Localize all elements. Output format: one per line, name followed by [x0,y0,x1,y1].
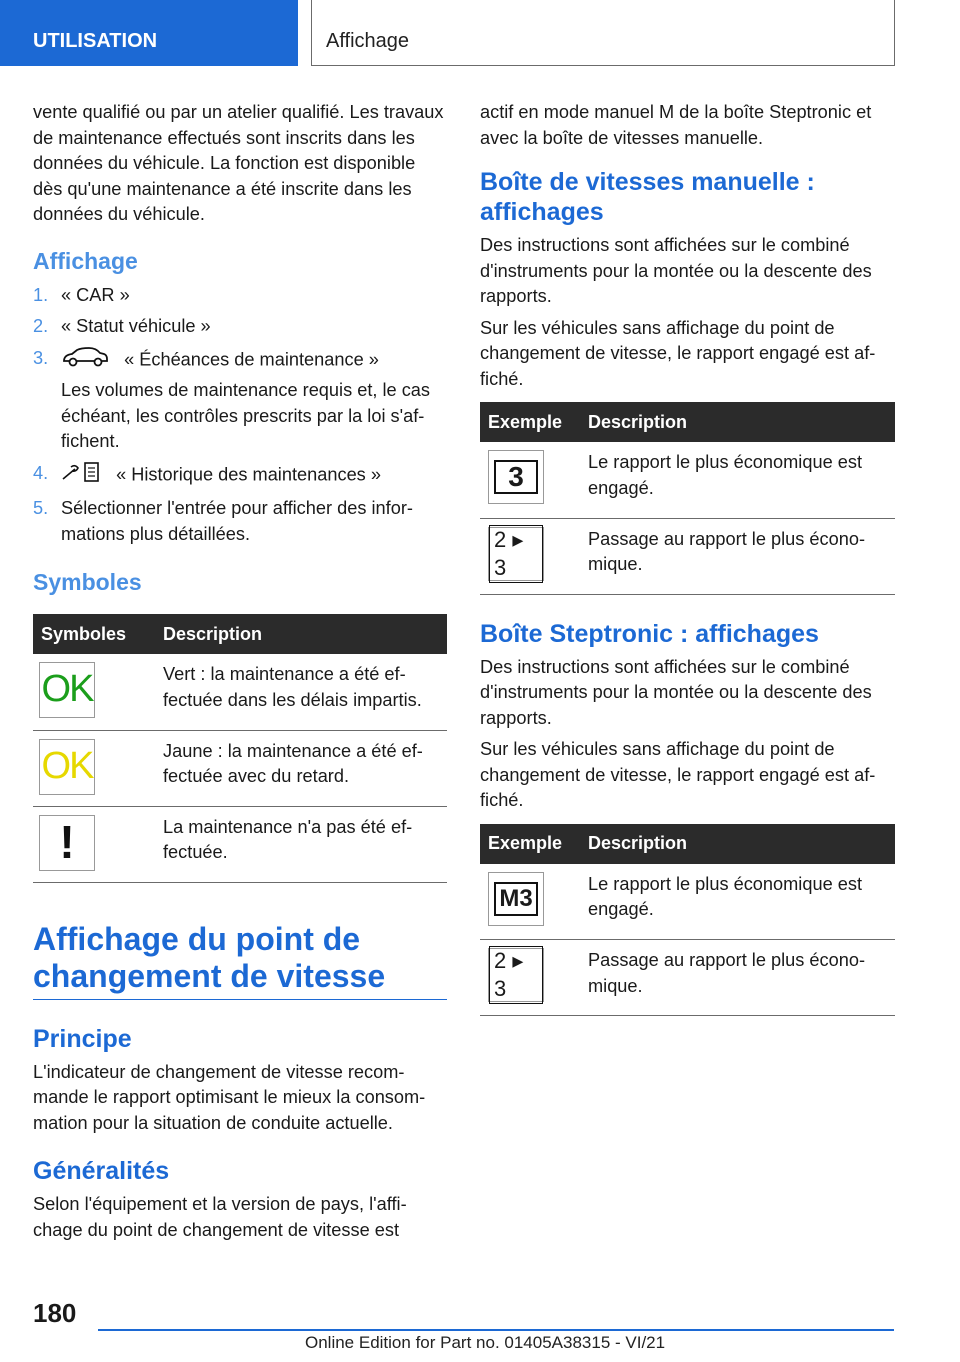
step-subtext: Les volumes de maintenance requis et, le cas échéant, les contrôles prescrits par la loi s'affichent. [61,380,431,451]
step-text: « CAR » [61,284,130,305]
column-header: Symboles [33,614,155,654]
table-header-row [480,402,895,442]
affichage-heading: Affichage [33,247,138,274]
gear-display-example [488,450,544,504]
gear-text: 2 ▸ 3 [489,946,543,1004]
table-row [33,654,447,730]
table-header-row [480,824,895,864]
manual-paragraph-2: Sur les véhicules sans affichage du point de changement de vitesse, le rapport engagé est affiché. [480,317,876,389]
section-tab[interactable]: UTILISATION [0,0,298,66]
table-row [480,518,895,594]
principe-paragraph: L'indicateur de changement de vitesse recommande le rapport optimisant le mieux la consommation pour la situation de conduite actuelle. [33,1061,426,1133]
table-row [480,864,895,940]
generalites-paragraph: Selon l'équipement et la version de pays, l'affichage du point de changement de vitesse est [33,1194,407,1240]
step-text: « Échéances de maintenance » [124,349,379,370]
shift-recommendation-example [488,948,544,1002]
row-description: Le rapport le plus économique est engagé. [580,442,895,518]
list-item [33,461,447,491]
page-header [0,0,960,66]
left-column [33,100,447,1249]
car-icon [61,346,109,376]
column-header: Exemple [480,402,580,442]
right-column [480,100,895,1016]
table-row [480,940,895,1016]
list-item [33,496,447,547]
list-item [33,346,447,455]
symbol-text: ! [59,815,75,868]
manual-paragraph-1: Des instructions sont affichées sur le combiné d'instruments pour la montée ou la descente des rapports. [480,235,872,306]
principe-heading: Principe [33,1024,132,1053]
main-section-heading: Affichage du point de changement de vitesse [33,921,447,1000]
table-row [33,730,447,806]
gear-text: 3 [494,460,538,494]
column-header: Description [155,614,447,654]
steps-list [33,283,447,548]
table-row [480,442,895,518]
column-header: Description [580,402,895,442]
step-number: 3. [33,347,49,368]
steptronic-examples-table [480,824,895,1017]
footer-divider [98,1329,894,1331]
column-header: Description [580,824,895,864]
manual-examples-table [480,402,895,595]
edition-text: Online Edition for Part no. 01405A38315 - VI/21 [305,1333,666,1352]
step-text: « Statut véhicule » [61,316,211,336]
gear-text: M3 [494,882,537,916]
step-number: 2. [33,316,49,336]
row-description: Passage au rapport le plus économique. [580,940,895,1016]
step-number: 5. [33,498,49,518]
shift-recommendation-example [488,527,544,581]
chapter-title: Affichage [311,0,895,66]
steptronic-heading: Boîte Steptronic : affichages [480,619,819,648]
step-number: 4. [33,462,49,483]
table-header-row [33,614,447,654]
row-description: Vert : la maintenance a été effectuée dans les délais impartis. [155,654,447,730]
steptronic-paragraph-1: Des instructions sont affichées sur le combiné d'instruments pour la montée ou la descente des rapports. [480,656,872,728]
row-description: Passage au rapport le plus économique. [580,518,895,594]
gear-display-example [488,872,544,926]
column-header: Exemple [480,824,580,864]
ok-yellow-symbol [39,739,95,795]
generalites-heading: Généralités [33,1157,170,1185]
page-number: 180 [33,1298,77,1328]
symbol-text: OK [41,668,93,711]
row-description: La maintenance n'a pas été effectuée. [155,806,447,882]
continuation-paragraph: actif en mode manuel M de la boîte Steptronic et avec la boîte de vitesses manuelle. [480,102,872,148]
symboles-heading: Symboles [33,569,142,595]
step-number: 1. [33,284,49,305]
maintenance-history-icon [61,461,101,491]
list-item [33,314,447,340]
steptronic-paragraph-2: Sur les véhicules sans affichage du point de changement de vitesse, le rapport engagé est affiché. [480,739,876,810]
list-item [33,283,447,309]
step-text: Sélectionner l'entrée pour afficher des informations plus détaillées. [61,498,413,544]
row-description: Jaune : la maintenance a été effectuée avec du retard. [155,730,447,806]
manual-gearbox-heading: Boîte de vitesses manuelle : affichages [480,168,815,226]
symbol-text: OK [41,744,93,787]
row-description: Le rapport le plus économique est engagé. [580,864,895,940]
gear-text: 2 ▸ 3 [489,525,543,583]
table-row [33,806,447,882]
warning-exclamation-icon [39,815,95,871]
symbols-table [33,614,447,883]
ok-green-symbol [39,662,95,718]
step-text: « Historique des maintenances » [116,464,381,485]
intro-paragraph: vente qualifié ou par un atelier qualifié. Les travaux de maintenance effectués sont inscrits dans les données du véhicule. La fonction est disponible dès qu'une maintenance a été inscrite dans les données du véhicule. [33,102,444,224]
